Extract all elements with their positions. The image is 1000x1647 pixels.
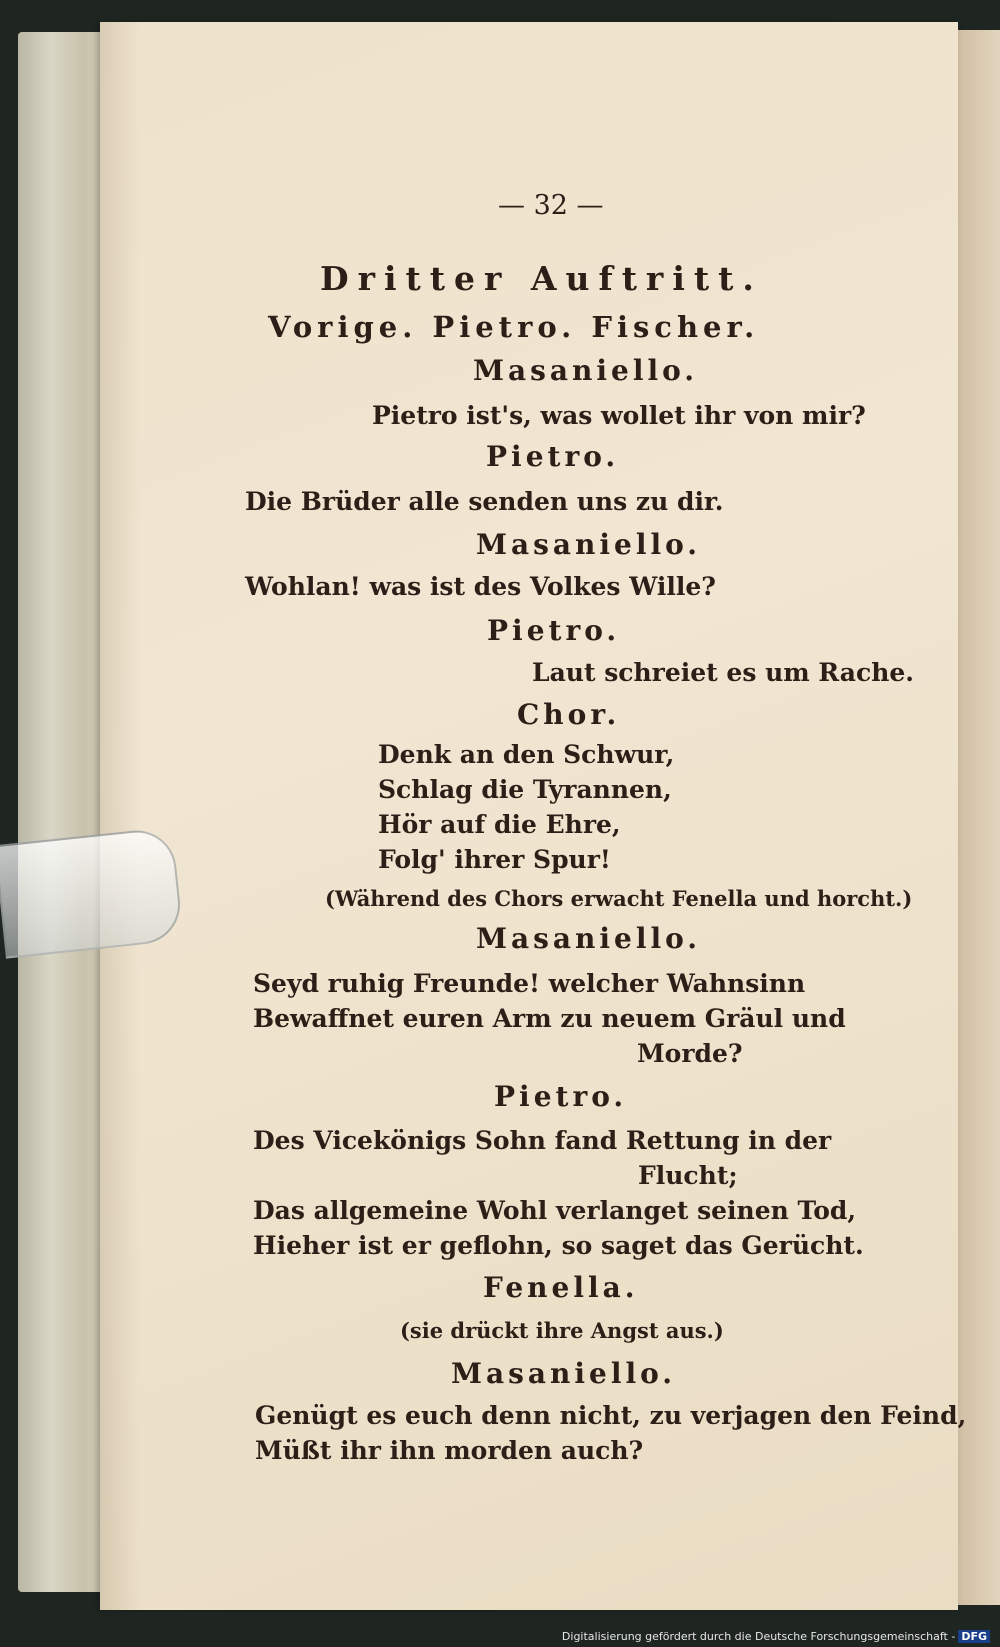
- speaker-masaniello: Masaniello.: [451, 1357, 677, 1390]
- digitization-credit: [562, 1630, 990, 1643]
- scene-title: Dritter Auftritt.: [320, 259, 763, 298]
- speaker-pietro: Pietro.: [494, 1080, 628, 1113]
- stage-direction: (Während des Chors erwacht Fenella und horcht.): [325, 886, 913, 911]
- page-gutter-shade: [100, 22, 140, 1610]
- verse-line: Pietro ist's, was wollet ihr von mir?: [372, 401, 866, 430]
- verse-line: Denk an den Schwur,: [378, 740, 675, 769]
- verse-line: Seyd ruhig Freunde! welcher Wahnsinn: [253, 969, 806, 998]
- verse-line: Flucht;: [638, 1161, 738, 1190]
- page-number: — 32 —: [498, 190, 604, 221]
- verse-line: Schlag die Tyrannen,: [378, 775, 672, 804]
- speaker-masaniello: Masaniello.: [476, 528, 702, 561]
- speaker-chor: Chor.: [517, 698, 621, 731]
- verse-line: Laut schreiet es um Rache.: [532, 658, 914, 687]
- verse-line: Morde?: [637, 1039, 743, 1068]
- verse-line: Folg' ihrer Spur!: [378, 845, 611, 874]
- credit-text: Digitalisierung gefördert durch die Deutsche Forschungsgemeinschaft -: [561, 1630, 956, 1643]
- verse-line: Des Vicekönigs Sohn fand Rettung in der: [253, 1126, 832, 1155]
- verse-line: Das allgemeine Wohl verlanget seinen Tod,: [253, 1196, 857, 1225]
- verse-line: Die Brüder alle senden uns zu dir.: [245, 487, 724, 516]
- stage-direction: (sie drückt ihre Angst aus.): [400, 1318, 724, 1343]
- verse-line: Bewaffnet euren Arm zu neuem Gräul und: [253, 1004, 846, 1033]
- verse-line: Müßt ihr ihn morden auch?: [255, 1436, 644, 1465]
- page-clip: [0, 827, 184, 959]
- verse-line: Hör auf die Ehre,: [378, 810, 621, 839]
- speaker-pietro: Pietro.: [486, 440, 620, 473]
- verse-line: Wohlan! was ist des Volkes Wille?: [245, 572, 716, 601]
- characters-line: Vorige. Pietro. Fischer.: [268, 310, 760, 344]
- speaker-masaniello: Masaniello.: [476, 922, 702, 955]
- speaker-masaniello: Masaniello.: [473, 354, 699, 387]
- speaker-fenella: Fenella.: [483, 1271, 639, 1304]
- verse-line: Genügt es euch denn nicht, zu verjagen den Feind,: [255, 1401, 967, 1430]
- verse-line: Hieher ist er geflohn, so saget das Gerücht.: [253, 1231, 864, 1260]
- speaker-pietro: Pietro.: [487, 614, 621, 647]
- dfg-logo: DFG: [958, 1630, 990, 1643]
